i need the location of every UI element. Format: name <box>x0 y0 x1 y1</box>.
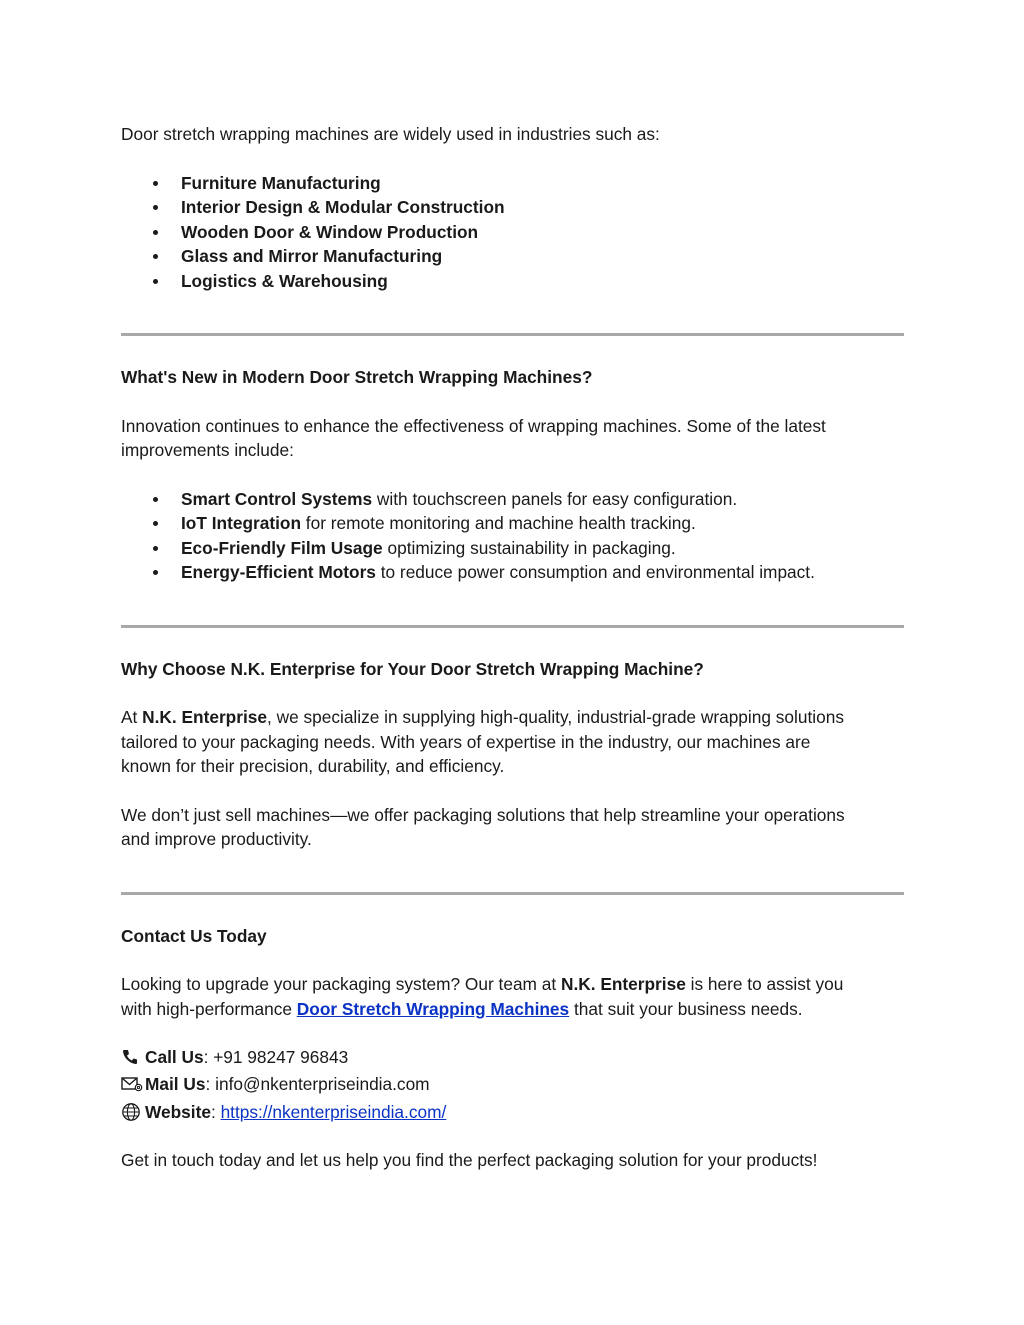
call-label: Call Us <box>145 1046 204 1067</box>
call-value: : +91 98247 96843 <box>203 1046 349 1067</box>
list-item: Wooden Door & Window Production <box>121 220 905 245</box>
industries-intro: Door stretch wrapping machines are widely used in industries such as: <box>121 124 660 144</box>
section-divider <box>121 333 904 336</box>
mail-icon <box>121 1074 143 1094</box>
why-choose-heading: Why Choose N.K. Enterprise for Your Door Stretch Wrapping Machine? <box>121 658 704 679</box>
section-divider <box>121 892 904 895</box>
list-item: IoT Integration for remote monitoring and machine health tracking. <box>121 511 905 536</box>
why-choose-paragraph-2: We don’t just sell machines—we offer packaging solutions that help streamline your operations and improve productivity. <box>121 804 845 849</box>
why-choose-paragraph-1: At N.K. Enterprise, we specialize in supplying high-quality, industrial-grade wrapping solutions tailored to your packaging needs. With years of expertise in the industry, our machines are known for their precision, durability, and efficiency. <box>121 707 844 776</box>
globe-icon <box>121 1102 143 1122</box>
list-item: Furniture Manufacturing <box>121 171 905 196</box>
company-name: N.K. Enterprise <box>142 707 267 727</box>
contact-heading: Contact Us Today <box>121 925 267 946</box>
contact-paragraph: Looking to upgrade your packaging system? Our team at N.K. Enterprise is here to assist you with high-performance Door Stretch Wrapping Machines that suit your business needs. <box>121 974 844 1019</box>
website-label: Website <box>145 1101 211 1122</box>
list-item: Glass and Mirror Manufacturing <box>121 244 905 269</box>
improvements-list <box>121 487 905 585</box>
call-line <box>121 1043 905 1071</box>
list-item: Logistics & Warehousing <box>121 269 905 294</box>
whats-new-heading: What's New in Modern Door Stretch Wrapping Machines? <box>121 367 593 387</box>
product-link[interactable]: Door Stretch Wrapping Machines <box>296 998 570 1019</box>
mail-value: : info@nkenterpriseindia.com <box>205 1074 430 1094</box>
document-page <box>121 118 905 1172</box>
closing-text: Get in touch today and let us help you find the perfect packaging solution for your products! <box>121 1149 818 1170</box>
phone-icon <box>121 1047 143 1067</box>
website-line: Website : https://nkenterpriseindia.com/ <box>121 1098 905 1126</box>
website-link[interactable]: https://nkenterpriseindia.com/ <box>220 1101 447 1122</box>
mail-label: Mail Us <box>145 1074 206 1094</box>
list-item: Interior Design & Modular Construction <box>121 195 905 220</box>
list-item: Eco-Friendly Film Usage optimizing sustainability in packaging. <box>121 536 905 561</box>
whats-new-intro: Innovation continues to enhance the effectiveness of wrapping machines. Some of the latest improvements include: <box>121 415 826 460</box>
section-divider <box>121 625 904 628</box>
company-name: N.K. Enterprise <box>560 974 686 994</box>
mail-line <box>121 1071 905 1099</box>
industries-list <box>121 171 905 294</box>
list-item: Energy-Efficient Motors to reduce power consumption and environmental impact. <box>121 560 905 585</box>
list-item: Smart Control Systems with touchscreen panels for easy configuration. <box>121 487 905 512</box>
contact-details <box>121 1043 905 1126</box>
